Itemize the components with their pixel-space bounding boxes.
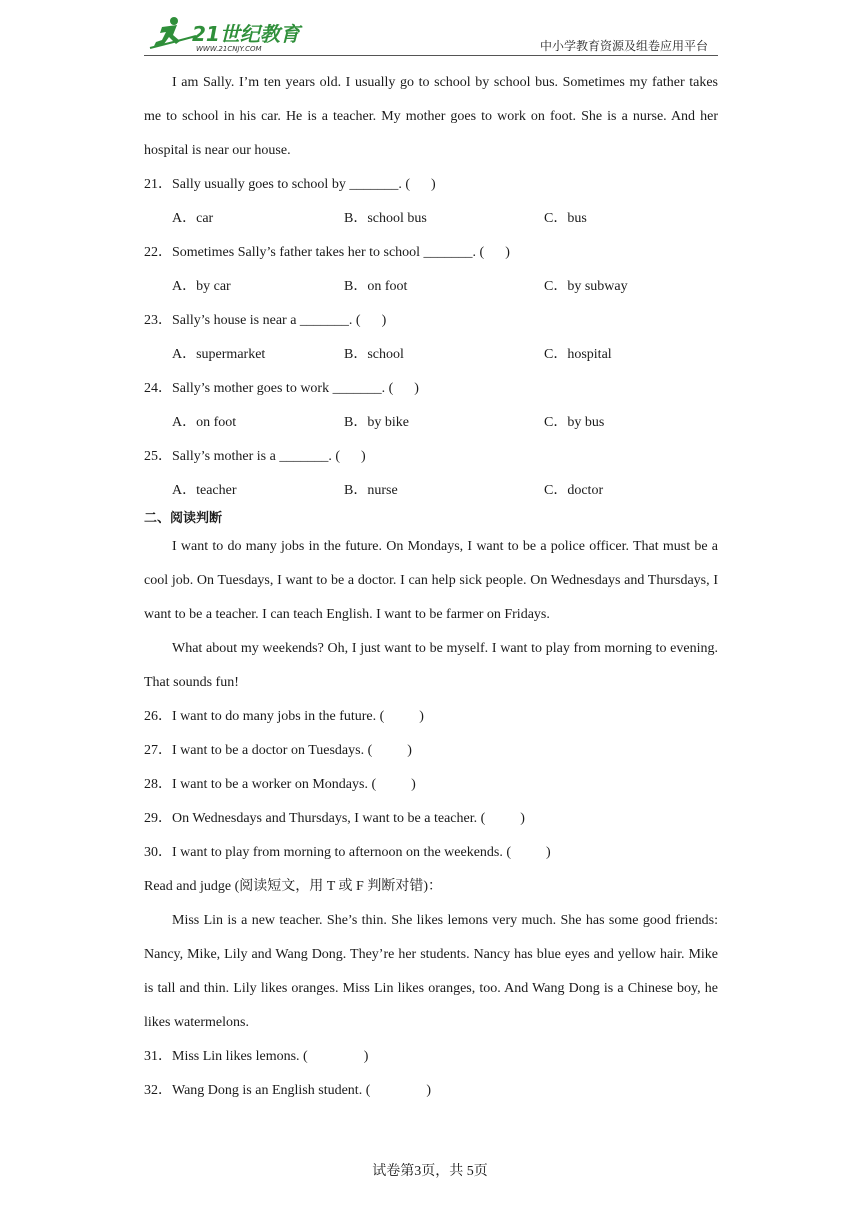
- question-25: [144, 440, 718, 508]
- site-name: 中小学教育资源及组卷应用平台: [539, 39, 708, 53]
- option-b: B．nurse: [344, 483, 398, 498]
- logo-url: WWW.21CNJY.COM: [196, 45, 262, 53]
- passage-sally: I am Sally. I’m ten years old. I usually go to school by school bus. Sometimes my father takes me to school in his car. He is a teacher. My mother goes to work on foot. She is a nurse. And her hospital is near our house.: [144, 75, 718, 158]
- judge-26: 26．I want to do many jobs in the future. ( ): [144, 709, 424, 724]
- logo: [144, 14, 314, 54]
- option-c: C．hospital: [544, 347, 612, 362]
- options: [144, 406, 718, 440]
- judge-31: 31．Miss Lin likes lemons. ( ): [144, 1049, 369, 1064]
- page-header: [144, 14, 718, 56]
- document-body: [144, 66, 718, 1108]
- judge-30: 30．I want to play from morning to afternoon on the weekends. ( ): [144, 845, 551, 860]
- options: [144, 474, 718, 508]
- option-c: C．by subway: [544, 279, 628, 294]
- option-b: B．school bus: [344, 211, 427, 226]
- question-22: [144, 236, 718, 304]
- option-b: B．school: [344, 347, 404, 362]
- option-c: C．doctor: [544, 483, 604, 498]
- options: [144, 202, 718, 236]
- question-23: [144, 304, 718, 372]
- judge-27: 27．I want to be a doctor on Tuesdays. ( ): [144, 743, 412, 758]
- question-text: 23．Sally’s house is near a _______. ( ): [144, 313, 387, 328]
- options: [144, 270, 718, 304]
- option-a: A．car: [172, 211, 214, 226]
- question-21: [144, 168, 718, 236]
- section-title: 二、阅读判断: [144, 511, 223, 526]
- judge-29: 29．On Wednesdays and Thursdays, I want to be a teacher. ( ): [144, 811, 525, 826]
- header-divider: [144, 55, 718, 56]
- options: [144, 338, 718, 372]
- question-text: 25．Sally’s mother is a _______. ( ): [144, 449, 366, 464]
- page-footer: 试卷第3页，共 5页: [372, 1164, 488, 1179]
- option-a: A．on foot: [172, 415, 237, 430]
- option-a: A．by car: [172, 279, 231, 294]
- option-c: C．bus: [544, 211, 587, 226]
- passage-miss-lin: Miss Lin is a new teacher. She’s thin. She likes lemons very much. She has some good friends: Nancy, Mike, Lily and Wang Dong. They’re her students. Nancy has blue eyes and yellow hair. Mike is tall and thin. Lily likes oranges. Miss Lin likes oranges, too. And Wang Dong is a Chinese boy, he likes watermelons.: [144, 913, 718, 1030]
- question-text: 24．Sally’s mother goes to work _______. ( ): [144, 381, 419, 396]
- judge-32: 32．Wang Dong is an English student. ( ): [144, 1083, 432, 1098]
- option-b: B．on foot: [344, 279, 408, 294]
- logo-text: 21世纪教育: [192, 22, 300, 46]
- option-a: A．supermarket: [172, 347, 266, 362]
- question-text: 22．Sometimes Sally’s father takes her to school _______. ( ): [144, 245, 510, 260]
- question-text: 21．Sally usually goes to school by _______. ( ): [144, 177, 436, 192]
- passage-jobs: I want to do many jobs in the future. On Mondays, I want to be a police officer. That must be a cool job. On Tuesdays, I want to be a doctor. I can help sick people. On Wednesdays and Thursdays, I want to be a teacher. I can teach English. I want to be farmer on Fridays.: [144, 539, 718, 622]
- question-24: [144, 372, 718, 440]
- option-b: B．by bike: [344, 415, 409, 430]
- judge-28: 28．I want to be a worker on Mondays. ( ): [144, 777, 416, 792]
- option-c: C．by bus: [544, 415, 605, 430]
- passage-weekends: What about my weekends? Oh, I just want to be myself. I want to play from morning to evening. That sounds fun!: [144, 641, 718, 690]
- option-a: A．teacher: [172, 483, 237, 498]
- read-and-judge-title: Read and judge (阅读短文，用 T 或 F 判断对错)：: [144, 879, 442, 894]
